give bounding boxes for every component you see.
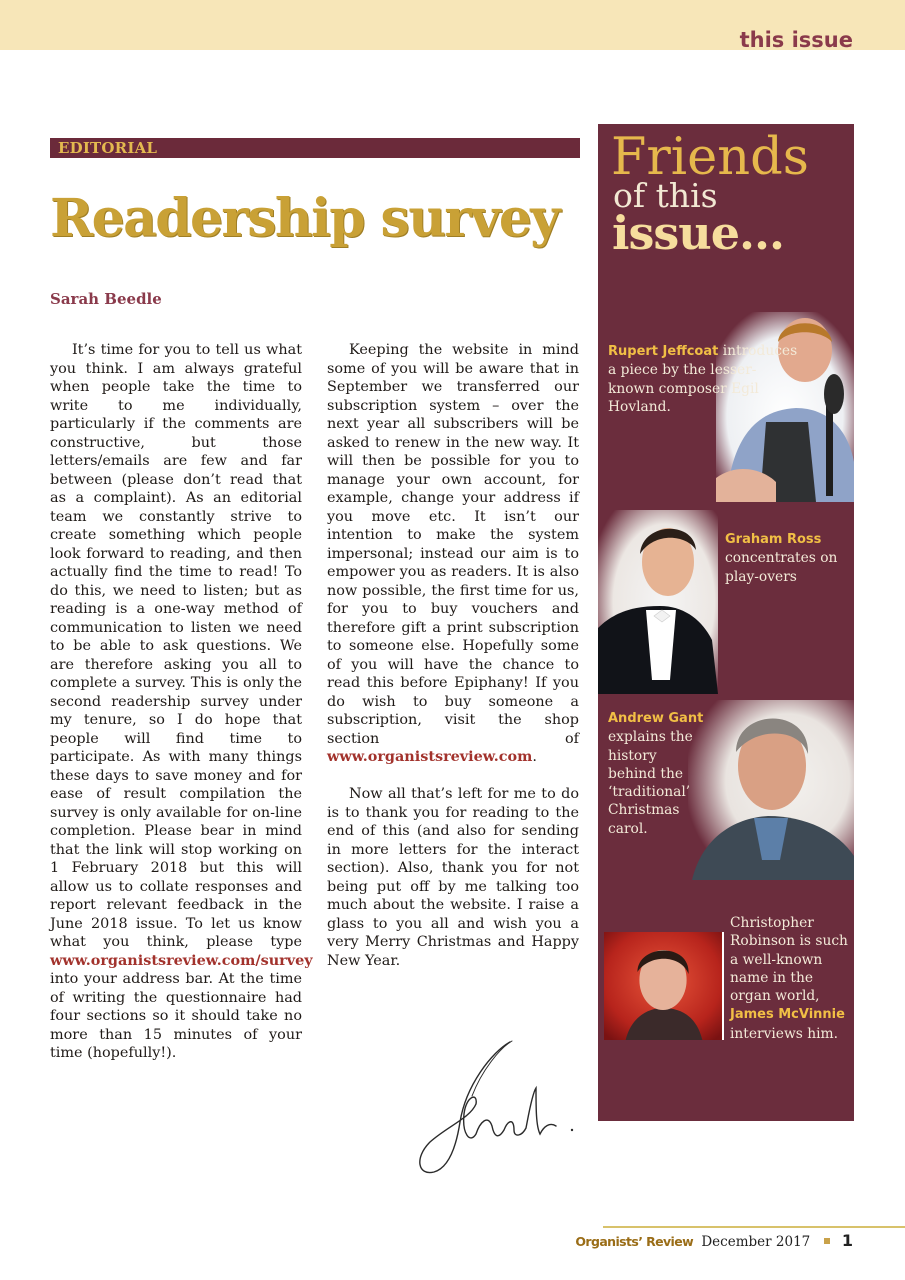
paragraph-text: It’s time for you to tell us what you think. I am always grateful when people take the time to write to me individually, particularly if the comments are constructive, but those letters/emails are few and far between (please don’t read that as a complaint). As an editorial team we constantly strive to create something which people look forward to reading, and then actually find the time to read! To do this, we need to listen; but as reading is a one-way method of communication to listen we need to be able to ask questions. We are therefore asking you all to complete a survey. This is only the second readership survey under my tenure, so I do hope that people will find time to participate. As with many things these days to save money and for ease of result compilation the survey is only available for on-line completion. Please bear in mind that the link will stop working on 1 February 2018 but this will allow us to collate responses and report relevant feedback in the June 2018 issue. To let us know what you think, please type bbox=[50, 342, 302, 950]
rupert-jeffcoat-caption bbox=[608, 342, 798, 416]
headline: Readership survey bbox=[50, 188, 559, 249]
byline: Sarah Beedle bbox=[50, 290, 162, 308]
paragraph-text: into your address bar. At the time of writing the questionnaire had four sections so it should take no more than 15 minutes of your time (hopefully!). bbox=[50, 971, 302, 1061]
contributor-name: Rupert Jeffcoat bbox=[608, 344, 719, 359]
website-link[interactable]: www.organistsreview.com bbox=[327, 748, 533, 765]
contributor-intro: Christopher Robinson is such a well-known name in the organ world, bbox=[730, 915, 848, 1005]
article-paragraph bbox=[327, 785, 579, 970]
signature bbox=[400, 1030, 590, 1190]
contributor-description: introduces a piece by the lesser-known composer Egil Hovland. bbox=[608, 343, 798, 415]
sidebar-title-issue: issue… bbox=[612, 206, 784, 260]
contributor-name: James McVinnie bbox=[730, 1007, 845, 1023]
footer-rule bbox=[603, 1226, 905, 1228]
article-paragraph bbox=[50, 341, 313, 1063]
paragraph-text: Keeping the website in mind some of you will be aware that in September we transferred our subscription system – over the next year all subscribers will be asked to renew in the new way. It will then be possible for you to manage your own account, for example, change your address if you move etc. It isn’t our intention to make the system impersonal; instead our aim is to empower you as readers. It is also now possible, the first time for us, for you to buy vouchers and therefore gift a print subscription to someone else. Hopefully some of you will have the chance to read this before Epiphany! If you do wish to buy someone a subscription, visit the shop section of bbox=[327, 342, 579, 747]
contributor-name: Graham Ross bbox=[725, 532, 822, 547]
page-footer bbox=[575, 1231, 853, 1250]
contributor-description: concentrates on play-overs bbox=[725, 550, 838, 585]
paragraph-text: Now all that’s left for me to do is to thank you for reading to the end of this (and also for sending in more letters for the interact section). Also, thank you for not being put off by me talking too much about the website. I raise a glass to you all and wish you a very Merry Christmas and Happy New Year. bbox=[327, 786, 579, 969]
article-column-1 bbox=[50, 341, 313, 1063]
graham-ross-caption bbox=[725, 530, 847, 586]
article-paragraph bbox=[327, 341, 579, 767]
section-label: this issue bbox=[739, 28, 853, 52]
sidebar-title-of-this: of this bbox=[613, 176, 718, 215]
survey-link[interactable]: www.organistsreview.com/survey bbox=[50, 951, 313, 969]
graham-ross-photo bbox=[598, 510, 718, 694]
contributors-sidebar bbox=[598, 124, 854, 1121]
footer-square-icon bbox=[824, 1238, 830, 1244]
andrew-gant-photo bbox=[688, 700, 854, 880]
issue-date: December 2017 bbox=[701, 1234, 811, 1250]
contributor-name: Andrew Gant bbox=[608, 711, 704, 726]
editorial-bar bbox=[50, 138, 580, 158]
paragraph-text: . bbox=[532, 749, 537, 765]
editorial-label: EDITORIAL bbox=[58, 139, 158, 157]
article-column-2 bbox=[327, 341, 579, 970]
contributor-description: explains the history behind the ‘traditional’ Christmas carol. bbox=[608, 729, 693, 837]
signature-scribble bbox=[400, 1030, 590, 1190]
james-mcvinnie-photo bbox=[604, 932, 724, 1040]
andrew-gant-caption bbox=[608, 709, 708, 838]
contributor-description: interviews him. bbox=[730, 1025, 839, 1042]
page-number: 1 bbox=[841, 1231, 853, 1250]
sidebar-title-friends: Friends bbox=[611, 128, 809, 187]
magazine-name: Organists’ Review bbox=[575, 1234, 694, 1249]
james-mcvinnie-caption bbox=[730, 914, 850, 1043]
